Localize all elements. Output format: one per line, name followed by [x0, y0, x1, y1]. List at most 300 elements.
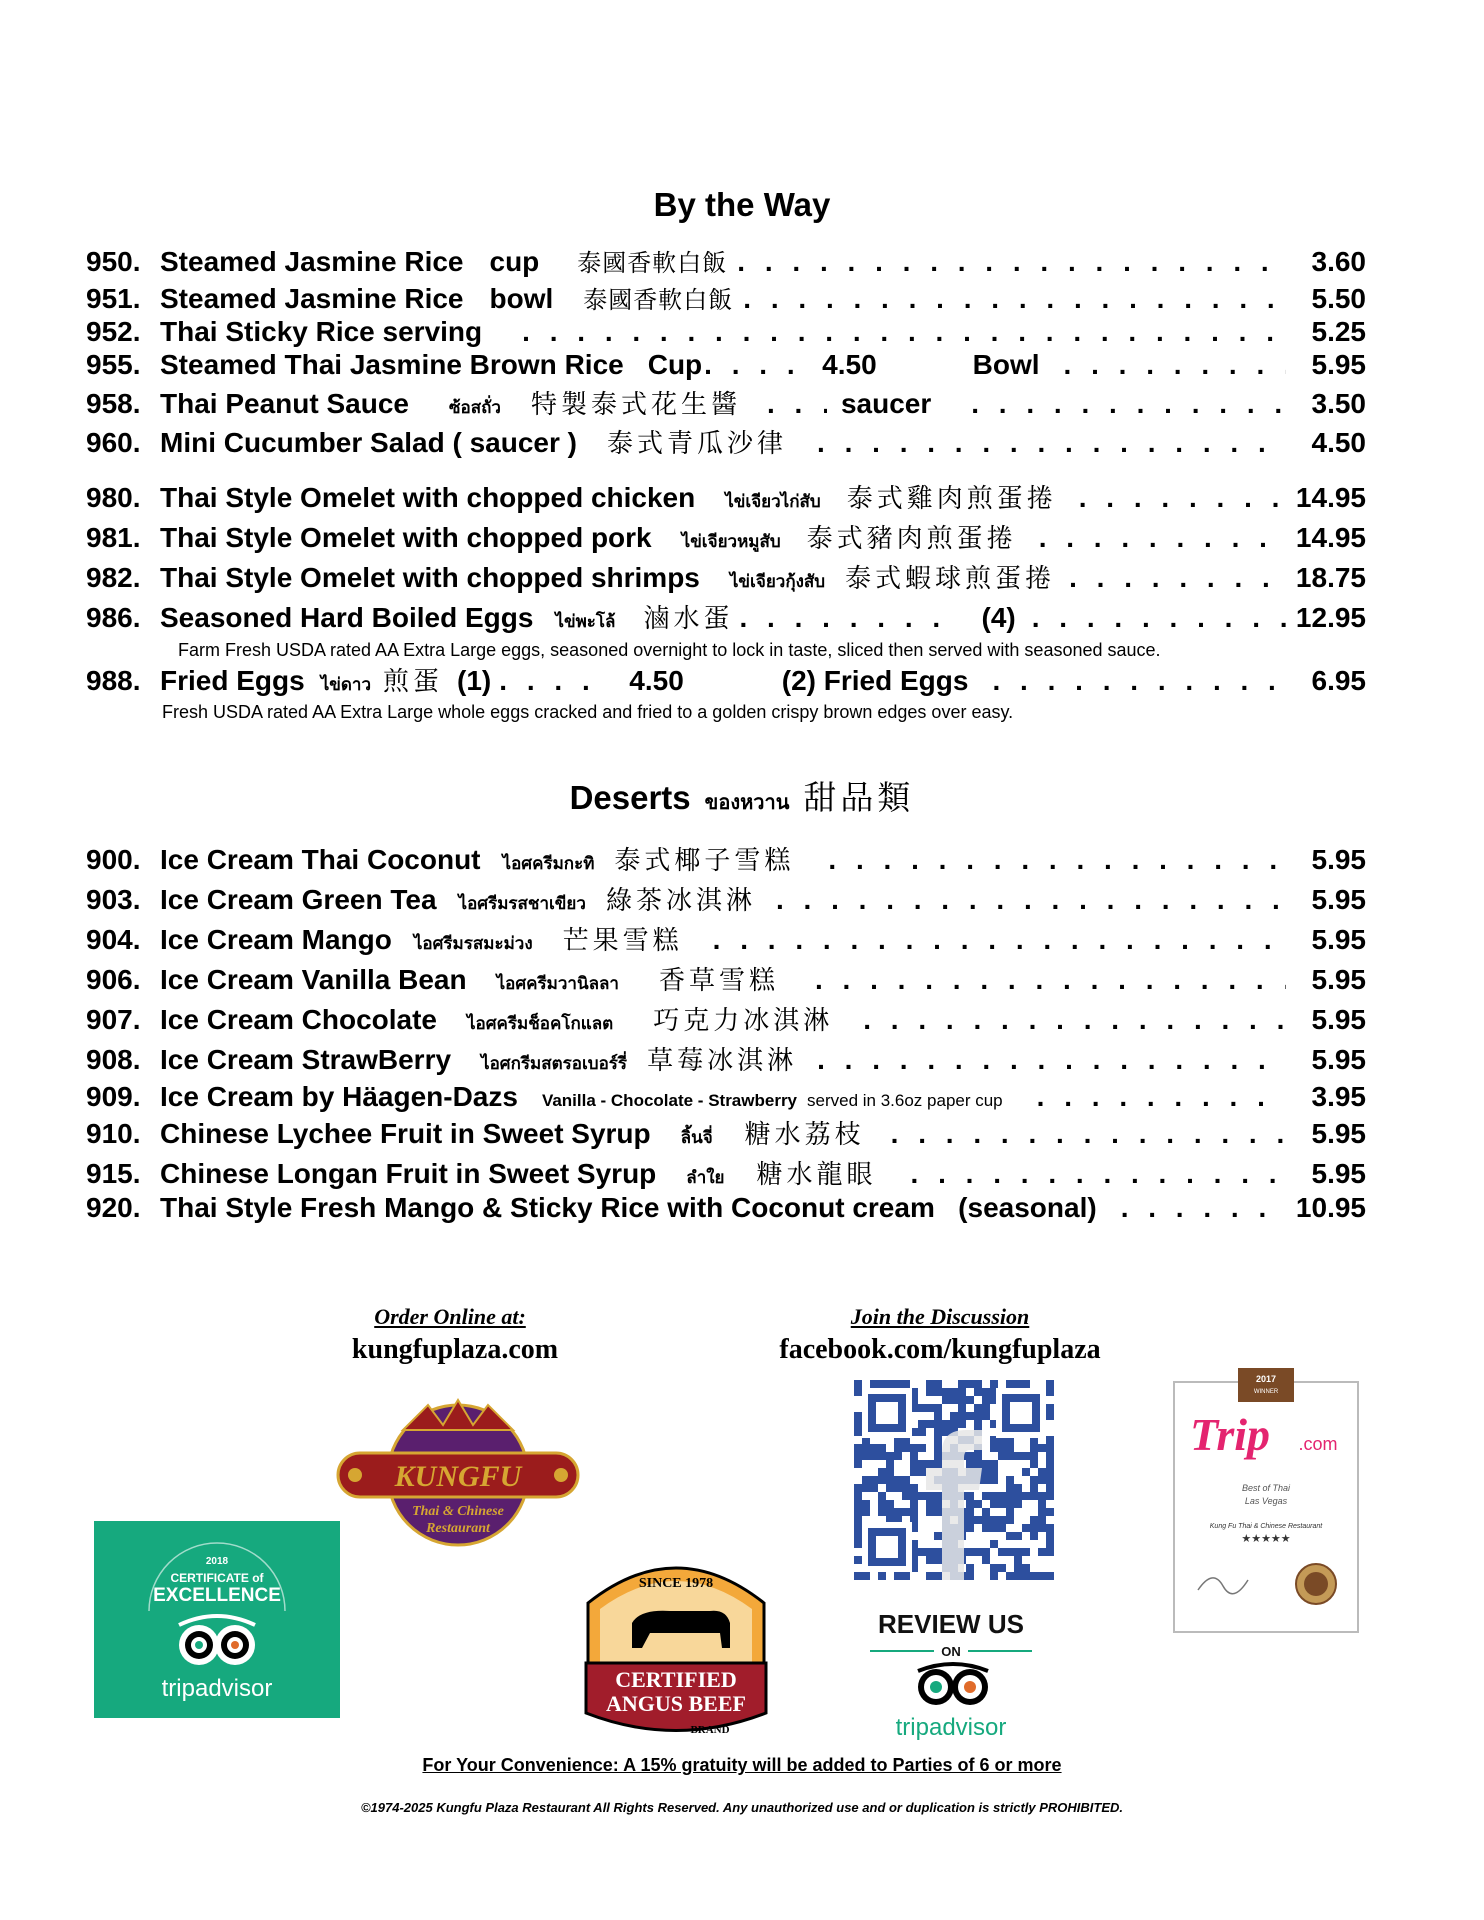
qr-module — [918, 1500, 926, 1508]
menu-item-908 — [86, 1040, 1366, 1077]
qr-module — [966, 1420, 974, 1428]
qr-module — [974, 1492, 982, 1500]
qr-module — [982, 1532, 990, 1540]
item-name: Ice Cream Chocolate — [160, 1004, 437, 1035]
item-chinese-name: 草莓冰淇淋 — [647, 1046, 798, 1076]
qr-module — [1030, 1380, 1038, 1388]
qr-module — [918, 1476, 926, 1484]
qr-module — [998, 1532, 1006, 1540]
leader-dots — [1064, 349, 1286, 381]
qr-module — [1022, 1460, 1030, 1468]
qr-module — [982, 1436, 990, 1444]
menu-item-920 — [86, 1192, 1366, 1224]
qr-module — [998, 1460, 1006, 1468]
qr-module — [854, 1476, 862, 1484]
item-price: 6.95 — [1311, 665, 1366, 696]
qr-module — [942, 1380, 950, 1388]
item-quantity-two: (2) Fried Eggs — [781, 665, 969, 696]
qr-module — [1022, 1508, 1030, 1516]
qr-module — [1014, 1508, 1022, 1516]
menu-item-982 — [86, 558, 1366, 595]
qr-module — [982, 1444, 990, 1452]
qr-module — [886, 1444, 894, 1452]
item-price: 4.50 — [1311, 427, 1366, 458]
qr-module — [926, 1396, 934, 1404]
item-name: Ice Cream Vanilla Bean — [160, 964, 467, 995]
item-number: 952. — [86, 316, 141, 347]
item-chinese-name: 泰式雞肉煎蛋捲 — [846, 484, 1057, 514]
menu-item-915 — [86, 1154, 1366, 1191]
qr-module — [894, 1500, 902, 1508]
qr-module — [926, 1412, 934, 1420]
item-name: Fried Eggs — [160, 665, 305, 696]
qr-module — [934, 1396, 942, 1404]
leader-dots — [713, 924, 1286, 956]
item-description-986: Farm Fresh USDA rated AA Extra Large eggs, seasoned overnight to lock in taste, sliced then served with seasoned sauce. — [178, 640, 1161, 660]
cert-line-2: EXCELLENCE — [153, 1585, 281, 1606]
menu-item-904 — [86, 920, 1366, 957]
deserts-title: Deserts — [569, 779, 691, 816]
item-number: 906. — [86, 964, 141, 995]
item-name: Ice Cream Mango — [160, 924, 392, 955]
item-name: Ice Cream by Häagen-Dazs — [160, 1081, 518, 1112]
qr-module — [966, 1532, 974, 1540]
qr-module — [950, 1404, 958, 1412]
item-thai-name: ไข่เจียวไก่สับ — [725, 492, 821, 511]
qr-module — [870, 1508, 878, 1516]
qr-module — [902, 1452, 910, 1460]
kungfu-logo-text: KUNGFU — [394, 1460, 522, 1493]
qr-module — [870, 1500, 878, 1508]
qr-module — [982, 1572, 990, 1580]
qr-module — [1014, 1540, 1022, 1548]
qr-module — [886, 1492, 894, 1500]
leader-dots — [1069, 562, 1286, 594]
qr-module — [1030, 1556, 1038, 1564]
item-quantity-one: (1) — [457, 665, 492, 696]
qr-module — [942, 1412, 950, 1420]
qr-module — [982, 1540, 990, 1548]
item-price: 5.95 — [1311, 1118, 1366, 1149]
facebook-qr-code[interactable] — [854, 1380, 1054, 1580]
menu-item-988 — [86, 661, 1366, 698]
menu-item-986 — [86, 598, 1366, 635]
item-chinese-name: 泰式青瓜沙律 — [607, 429, 788, 459]
item-thai-name: ไอศครีมกะทิ — [502, 854, 595, 873]
qr-module — [918, 1380, 926, 1388]
item-thai-name: ไอศครีมวานิลลา — [496, 974, 619, 993]
tripadvisor-certificate-of-excellence — [94, 1521, 340, 1718]
item-price-cup: 4.50 — [822, 349, 877, 380]
kungfu-restaurant-logo — [333, 1385, 583, 1550]
qr-module — [974, 1564, 982, 1572]
leader-dots — [740, 602, 960, 634]
copyright-notice: ©1974-2025 Kungfu Plaza Restaurant All Rights Reserved. Any unauthorized use and or duplication is strictly PROHIBITED. — [360, 1800, 1124, 1815]
qr-module — [1006, 1460, 1014, 1468]
qr-module — [950, 1380, 958, 1388]
qr-module — [966, 1404, 974, 1412]
item-name: Thai Style Omelet with chopped chicken — [160, 482, 696, 513]
by-the-way-title: By the Way — [653, 186, 831, 223]
trip-award-stars: ★★★★★ — [1241, 1532, 1291, 1545]
qr-module — [1022, 1556, 1030, 1564]
certified-angus-beef-logo — [580, 1553, 772, 1751]
item-thai-name: ซ้อสถั่ว — [448, 398, 501, 417]
angus-line-1: CERTIFIED — [615, 1667, 737, 1692]
item-number: 988. — [86, 665, 141, 696]
qr-module — [1030, 1508, 1038, 1516]
menu-item-906 — [86, 960, 1366, 997]
kungfu-logo-subtitle-2: Restaurant — [426, 1521, 490, 1536]
qr-module — [934, 1516, 942, 1524]
qr-module — [1014, 1468, 1022, 1476]
qr-module — [870, 1460, 878, 1468]
item-thai-name: ไข่เจียวหมูสับ — [681, 532, 781, 551]
review-tripadvisor-wordmark: tripadvisor — [895, 1714, 1007, 1741]
item-number: 910. — [86, 1118, 141, 1149]
item-description-988: Fresh USDA rated AA Extra Large whole eggs cracked and fried to a golden crispy brown edges over easy. — [162, 702, 1014, 722]
item-price: 5.50 — [1311, 283, 1366, 314]
qr-module — [1014, 1524, 1022, 1532]
item-chinese-name: 泰式椰子雪糕 — [614, 846, 795, 876]
leader-dots — [776, 884, 1286, 916]
review-us-tripadvisor[interactable] — [866, 1605, 1036, 1745]
qr-module — [990, 1556, 998, 1564]
item-price: 14.95 — [1295, 522, 1366, 553]
item-chinese-name: 泰式蝦球煎蛋捲 — [845, 564, 1056, 594]
qr-module — [918, 1524, 926, 1532]
item-number: 986. — [86, 602, 141, 633]
qr-module — [1046, 1420, 1054, 1428]
qr-module — [910, 1572, 918, 1580]
item-thai-name: ไข่ดาว — [320, 675, 372, 694]
menu-item-907 — [86, 1000, 1366, 1037]
qr-module — [1022, 1540, 1030, 1548]
item-number: 982. — [86, 562, 141, 593]
qr-module — [1038, 1540, 1046, 1548]
qr-module — [926, 1444, 934, 1452]
trip-logo-text: Trip — [1189, 1409, 1271, 1460]
qr-module — [1014, 1460, 1022, 1468]
qr-module — [926, 1540, 934, 1548]
qr-module — [1014, 1476, 1022, 1484]
menu-item-958 — [86, 384, 1366, 421]
leader-dots — [1039, 522, 1286, 554]
section-title-deserts — [0, 772, 1484, 819]
leader-dots — [704, 349, 814, 381]
leader-dots — [817, 1044, 1286, 1076]
qr-module — [918, 1436, 926, 1444]
trip-award-year: 2017 — [1255, 1374, 1277, 1384]
menu-item-950 — [86, 243, 1366, 278]
qr-module — [1038, 1460, 1046, 1468]
item-name: Thai Style Fresh Mango & Sticky Rice with Coconut cream (seasonal) — [160, 1192, 1097, 1223]
item-number: 950. — [86, 246, 141, 277]
item-name: Chinese Longan Fruit in Sweet Syrup — [160, 1158, 657, 1189]
item-name: Ice Cream Thai Coconut — [160, 844, 481, 875]
item-price: 5.25 — [1311, 316, 1366, 347]
item-number: 951. — [86, 283, 141, 314]
item-number: 907. — [86, 1004, 141, 1035]
item-chinese-name: 巧克力冰淇淋 — [653, 1006, 834, 1036]
qr-module — [918, 1508, 926, 1516]
menu-item-900 — [86, 840, 1366, 877]
qr-module — [1022, 1444, 1030, 1452]
item-number: 908. — [86, 1044, 141, 1075]
qr-module — [886, 1572, 894, 1580]
qr-module — [918, 1572, 926, 1580]
qr-module — [982, 1428, 990, 1436]
item-name: Thai Peanut Sauce — [160, 388, 409, 419]
qr-module — [982, 1564, 990, 1572]
tripadvisor-cert-graphic — [94, 1521, 340, 1718]
qr-module — [926, 1564, 934, 1572]
qr-module — [918, 1388, 926, 1396]
qr-module — [1038, 1484, 1046, 1492]
item-size: cup — [489, 246, 540, 277]
qr-module — [1046, 1564, 1054, 1572]
item-thai-name: ลำใย — [686, 1168, 725, 1187]
qr-module — [974, 1524, 982, 1532]
item-chinese-name: 糖水荔枝 — [744, 1120, 865, 1150]
item-size: saucer — [840, 388, 932, 419]
qr-module — [998, 1476, 1006, 1484]
qr-module — [966, 1556, 974, 1564]
qr-module — [998, 1380, 1006, 1388]
item-name: Ice Cream StrawBerry — [160, 1044, 452, 1075]
leader-dots — [1032, 602, 1286, 634]
menu-item-960 — [86, 423, 1366, 460]
qr-module — [998, 1484, 1006, 1492]
leader-dots — [863, 1004, 1286, 1036]
qr-module — [1038, 1556, 1046, 1564]
qr-module — [982, 1380, 990, 1388]
qr-module — [926, 1516, 934, 1524]
item-price: 5.95 — [1311, 1158, 1366, 1189]
qr-module — [998, 1540, 1006, 1548]
item-thai-name: ไข่พะโล้ — [555, 612, 616, 631]
qr-module — [862, 1468, 870, 1476]
qr-module — [862, 1492, 870, 1500]
item-thai-name: ลิ้นจี่ — [680, 1128, 713, 1147]
item-price: 5.95 — [1311, 844, 1366, 875]
item-number: 909. — [86, 1081, 141, 1112]
qr-module — [1046, 1396, 1054, 1404]
qr-module — [982, 1500, 990, 1508]
leader-dots — [1079, 482, 1286, 514]
item-number: 981. — [86, 522, 141, 553]
qr-module — [942, 1404, 950, 1412]
qr-module — [926, 1524, 934, 1532]
item-name: Thai Style Omelet with chopped pork — [160, 522, 652, 553]
order-online-link[interactable]: kungfuplaza.com — [351, 1334, 559, 1365]
qr-module — [918, 1396, 926, 1404]
qr-module — [1030, 1500, 1038, 1508]
angus-line-2: ANGUS BEEF — [606, 1691, 746, 1716]
qr-module — [918, 1484, 926, 1492]
qr-module — [862, 1460, 870, 1468]
qr-module — [894, 1468, 902, 1476]
qr-module — [990, 1484, 998, 1492]
item-price: 5.95 — [1311, 884, 1366, 915]
qr-module — [1006, 1556, 1014, 1564]
qr-module — [1046, 1516, 1054, 1524]
item-chinese-name: 煎蛋 — [383, 667, 444, 697]
qr-module — [902, 1500, 910, 1508]
item-number: 920. — [86, 1192, 141, 1223]
leader-dots — [499, 665, 609, 697]
kungfu-logo-graphic — [333, 1385, 583, 1550]
qr-module — [894, 1460, 902, 1468]
item-number: 915. — [86, 1158, 141, 1189]
angus-graphic — [580, 1553, 772, 1751]
item-price: 5.95 — [1311, 1004, 1366, 1035]
qr-module — [902, 1468, 910, 1476]
trip-com-award-certificate — [1168, 1368, 1364, 1640]
qr-module — [974, 1572, 982, 1580]
qr-module — [918, 1564, 926, 1572]
qr-module — [966, 1388, 974, 1396]
item-name: Seasoned Hard Boiled Eggs — [160, 602, 534, 633]
qr-module — [854, 1396, 862, 1404]
review-on-text: ON — [941, 1644, 961, 1659]
qr-module — [982, 1452, 990, 1460]
qr-module — [1006, 1564, 1014, 1572]
item-price: 5.95 — [1311, 964, 1366, 995]
item-name: Ice Cream Green Tea — [160, 884, 437, 915]
item-chinese-name: 綠茶冰淇淋 — [605, 886, 756, 916]
item-name: Thai Style Omelet with chopped shrimps — [160, 562, 700, 593]
qr-module — [982, 1484, 990, 1492]
menu-item-951 — [86, 280, 1366, 315]
qr-module — [998, 1508, 1006, 1516]
qr-module — [974, 1556, 982, 1564]
item-name: Steamed Thai Jasmine Brown Rice — [160, 349, 624, 380]
qr-module — [854, 1468, 862, 1476]
qr-module — [1038, 1452, 1046, 1460]
item-name: Steamed Jasmine Rice — [160, 246, 464, 277]
leader-dots — [737, 246, 1286, 278]
qr-module — [926, 1452, 934, 1460]
qr-module — [1030, 1468, 1038, 1476]
cert-line-1: CERTIFICATE of — [170, 1571, 264, 1585]
qr-module — [894, 1492, 902, 1500]
qr-module — [1006, 1468, 1014, 1476]
leader-dots — [911, 1158, 1286, 1190]
item-price: 18.75 — [1295, 562, 1366, 593]
item-number: 958. — [86, 388, 141, 419]
qr-module — [878, 1460, 886, 1468]
item-price: 3.95 — [1311, 1081, 1366, 1112]
item-quantity: (4) — [981, 602, 1016, 633]
trip-award-restaurant: Kung Fu Thai & Chinese Restaurant — [1209, 1523, 1323, 1530]
menu-item-910 — [86, 1114, 1366, 1151]
item-price: 3.60 — [1311, 246, 1366, 277]
qr-module — [918, 1452, 926, 1460]
qr-module — [974, 1396, 982, 1404]
qr-module — [998, 1556, 1006, 1564]
qr-module — [974, 1540, 982, 1548]
trip-award-winner: WINNER — [1253, 1389, 1279, 1395]
qr-module — [910, 1380, 918, 1388]
qr-module — [982, 1420, 990, 1428]
qr-module — [918, 1516, 926, 1524]
item-price-one: 4.50 — [629, 665, 684, 696]
item-number: 980. — [86, 482, 141, 513]
item-price: 3.50 — [1311, 388, 1366, 419]
item-chinese-name: 泰式豬肉煎蛋捲 — [806, 524, 1017, 554]
facebook-link[interactable]: facebook.com/kungfuplaza — [779, 1334, 1101, 1365]
item-name: Chinese Lychee Fruit in Sweet Syrup — [160, 1118, 651, 1149]
qr-module — [918, 1540, 926, 1548]
item-chinese-name: 特製泰式花生醬 — [530, 390, 741, 420]
item-thai-name: ไอศรีมรสชาเขียว — [458, 894, 586, 913]
menu-item-980 — [86, 478, 1366, 515]
menu-item-952 — [86, 316, 1366, 348]
leader-dots — [815, 964, 1286, 996]
qr-module — [1014, 1516, 1022, 1524]
leader-dots — [767, 388, 827, 420]
item-size: bowl — [489, 283, 554, 314]
qr-module — [998, 1572, 1006, 1580]
trip-logo-dotcom: .com — [1298, 1434, 1338, 1454]
qr-module — [934, 1524, 942, 1532]
item-thai-name: ไข่เจียวกุ้งสับ — [729, 572, 826, 591]
item-chinese-name: 芒果雪糕 — [562, 926, 683, 956]
order-online-heading: Order Online at: — [374, 1304, 526, 1329]
menu-item-909 — [86, 1081, 1366, 1113]
qr-module — [862, 1380, 870, 1388]
qr-module — [998, 1468, 1006, 1476]
kungfu-logo-subtitle: Thai & Chinese — [412, 1504, 504, 1519]
qr-module — [926, 1532, 934, 1540]
qr-module — [1030, 1564, 1038, 1572]
qr-module — [990, 1452, 998, 1460]
cert-year: 2018 — [205, 1556, 229, 1567]
item-chinese-name: 泰國香軟白飯 — [583, 286, 734, 314]
qr-module — [1006, 1524, 1014, 1532]
leader-dots — [992, 665, 1286, 697]
leader-dots — [522, 316, 1286, 348]
item-number: 904. — [86, 924, 141, 955]
qr-module — [990, 1532, 998, 1540]
item-chinese-name: 糖水龍眼 — [756, 1160, 877, 1190]
qr-module — [854, 1404, 862, 1412]
owl-icon — [179, 1616, 255, 1665]
qr-module — [1022, 1532, 1030, 1540]
item-name: Steamed Jasmine Rice — [160, 283, 464, 314]
qr-module — [1022, 1476, 1030, 1484]
leader-dots — [1037, 1081, 1286, 1113]
qr-module — [974, 1532, 982, 1540]
item-number: 900. — [86, 844, 141, 875]
leader-dots — [891, 1118, 1286, 1150]
qr-module — [870, 1572, 878, 1580]
qr-module — [1014, 1444, 1022, 1452]
qr-module — [990, 1508, 998, 1516]
gratuity-notice: For Your Convenience: A 15% gratuity will be added to Parties of 6 or more — [422, 1755, 1062, 1775]
qr-module — [1046, 1556, 1054, 1564]
qr-module — [974, 1508, 982, 1516]
qr-module — [1046, 1428, 1054, 1436]
item-thai-name: ไอศกรีมสตรอเบอร์รี่ — [481, 1054, 628, 1073]
item-price: 5.95 — [1311, 924, 1366, 955]
item-chinese-name: 滷水蛋 — [643, 604, 734, 634]
qr-module — [1038, 1380, 1046, 1388]
qr-module — [926, 1428, 934, 1436]
qr-module — [1006, 1540, 1014, 1548]
item-chinese-name: 泰國香軟白飯 — [577, 249, 728, 277]
